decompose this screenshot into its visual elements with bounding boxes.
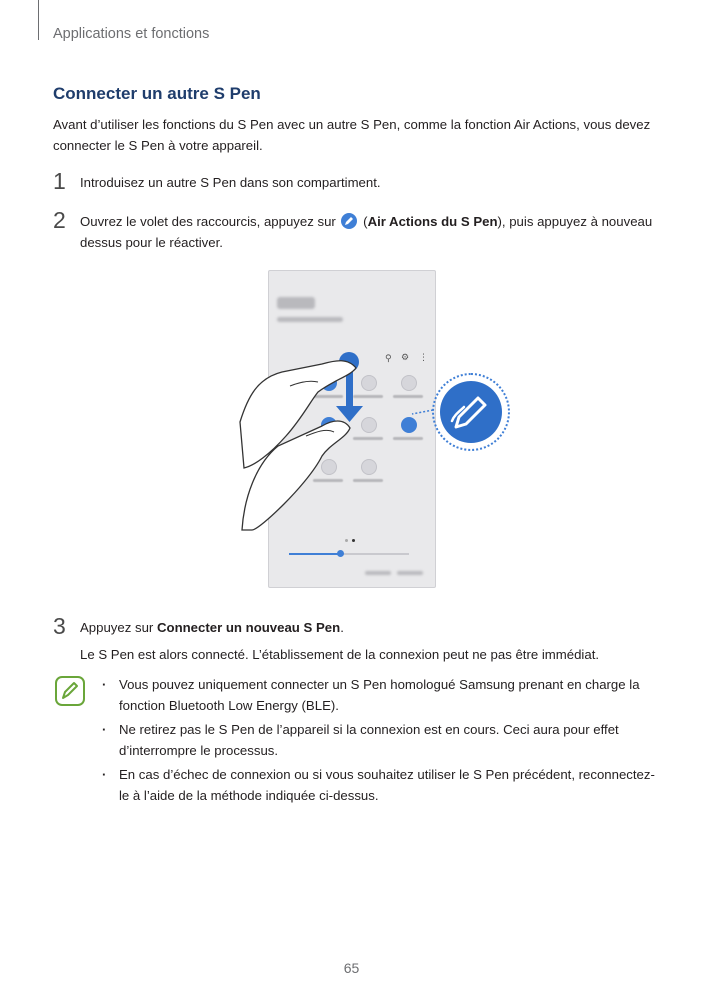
search-icon: ⚲ [385, 353, 392, 363]
note-item: · Vous pouvez uniquement connecter un S Pen homologué Samsung prenant en charge la fonction Bluetooth Low Energy (BLE). [102, 674, 662, 716]
step-text-bold: Connecter un nouveau S Pen [156, 620, 341, 635]
margin-rule [38, 0, 39, 40]
step-text-bold: Air Actions du S Pen [367, 214, 498, 229]
quick-panel-illustration [230, 268, 520, 588]
note-item: · Ne retirez pas le S Pen de l’appareil si la connexion est en cours. Ceci aura pour effet d’interrompre le processus. [102, 719, 662, 761]
step-followup: Le S Pen est alors connecté. L’établissement de la connexion peut ne pas être immédiat. [80, 647, 600, 662]
air-actions-pen-icon [341, 213, 357, 229]
intro-paragraph: Avant d’utiliser les fonctions du S Pen avec un autre S Pen, comme la fonction Air Actions, vous devez connecter le S Pen à votre appareil. [53, 117, 651, 153]
note-list [102, 674, 662, 809]
step-text-before: Appuyez sur [80, 620, 154, 635]
air-actions-pen-icon [440, 381, 502, 443]
step-text-after: ), puis appuyez à nouveau dessus pour le réactiver. [80, 214, 653, 250]
gear-icon: ⚙ [401, 352, 410, 362]
more-icon: ⋮ [419, 352, 428, 362]
step-number: 1 [53, 168, 66, 194]
step-text-paren: ( [363, 214, 368, 229]
step-text [80, 617, 660, 638]
step-text: Introduisez un autre S Pen dans son compartiment. [80, 175, 381, 190]
section-title: Connecter un autre S Pen [53, 84, 261, 103]
step-text-before: Ouvrez le volet des raccourcis, appuyez sur [80, 214, 336, 229]
note-icon [55, 676, 85, 706]
page-number: 65 [343, 960, 360, 976]
step-text [80, 211, 660, 253]
step-text-after: . [340, 620, 344, 635]
step-number: 3 [53, 613, 66, 639]
step-number: 2 [53, 207, 66, 233]
running-header: Applications et fonctions [53, 26, 210, 42]
air-actions-zoom-callout [432, 373, 510, 451]
note-item: · En cas d’échec de connexion ou si vous souhaitez utiliser le S Pen précédent, reconnectez-le à l’aide de la méthode indiquée ci-dessus. [102, 764, 662, 806]
